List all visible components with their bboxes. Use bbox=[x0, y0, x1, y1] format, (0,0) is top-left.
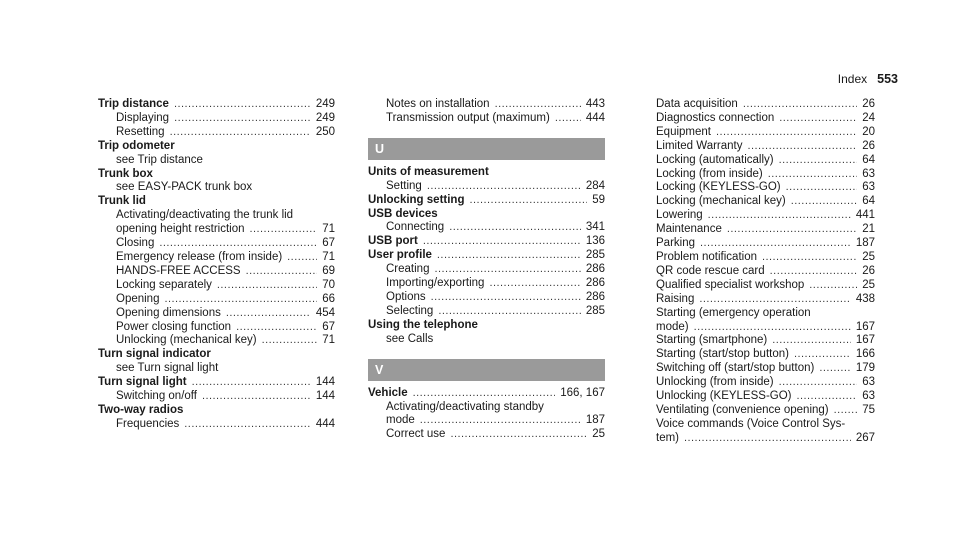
index-entry bbox=[638, 195, 875, 209]
entry-page-ref[interactable]: 179 bbox=[855, 362, 875, 375]
index-subline: see Turn signal light bbox=[116, 362, 219, 375]
entry-label: Frequencies bbox=[116, 417, 180, 430]
entry-label: Diagnostics connection bbox=[656, 111, 775, 124]
dot-leader bbox=[489, 277, 580, 291]
index-subline: Voice commands (Voice Control Sys- bbox=[656, 417, 846, 430]
entry-label: Qualified specialist workshop bbox=[656, 278, 805, 291]
entry-page-ref[interactable]: 71 bbox=[322, 250, 335, 263]
entry-label: Locking (KEYLESS-GO) bbox=[656, 181, 781, 194]
index-entry bbox=[98, 376, 335, 390]
entry-label: opening height restriction bbox=[116, 223, 245, 236]
entry-page-ref[interactable]: 20 bbox=[862, 125, 875, 138]
index-entry bbox=[368, 235, 605, 249]
letter-heading: V bbox=[368, 359, 605, 381]
dot-leader bbox=[434, 263, 580, 277]
index-entry bbox=[98, 334, 335, 348]
entry-label: Power closing function bbox=[116, 320, 232, 333]
dot-leader bbox=[184, 418, 311, 432]
entry-page-ref[interactable]: 26 bbox=[862, 264, 875, 277]
dot-leader bbox=[202, 390, 311, 404]
dot-leader bbox=[779, 112, 857, 126]
entry-label: Raising bbox=[656, 292, 695, 305]
index-entry bbox=[638, 181, 875, 195]
entry-page-ref[interactable]: 63 bbox=[862, 376, 875, 389]
entry-label: Emergency release (from inside) bbox=[116, 250, 283, 263]
entry-label: Connecting bbox=[386, 221, 445, 234]
dot-leader bbox=[438, 305, 581, 319]
entry-page-ref[interactable]: 21 bbox=[862, 223, 875, 236]
index-entry bbox=[98, 390, 335, 404]
index-entry bbox=[638, 98, 875, 112]
entry-label: Opening dimensions bbox=[116, 306, 221, 319]
entry-label: Locking (automatically) bbox=[656, 153, 774, 166]
entry-page-ref[interactable]: 249 bbox=[315, 98, 335, 110]
dot-leader bbox=[449, 221, 581, 235]
entry-page-ref[interactable]: 441 bbox=[855, 209, 875, 222]
entry-label: Equipment bbox=[656, 125, 711, 138]
dot-leader bbox=[727, 223, 857, 237]
index-entry bbox=[638, 404, 875, 418]
entry-label: tem) bbox=[656, 431, 679, 444]
index-entry bbox=[638, 168, 875, 182]
entry-page-ref[interactable]: 136 bbox=[585, 235, 605, 248]
entry-label: Unlocking (from inside) bbox=[656, 376, 774, 389]
dot-leader bbox=[217, 279, 317, 293]
index-entry bbox=[98, 293, 335, 307]
entry-page-ref[interactable]: 67 bbox=[322, 237, 335, 250]
index-entry bbox=[368, 249, 605, 263]
dot-leader bbox=[768, 168, 857, 182]
dot-leader bbox=[427, 180, 581, 194]
entry-page-ref[interactable]: 167 bbox=[855, 320, 875, 333]
entry-label: QR code rescue card bbox=[656, 264, 765, 277]
entry-label: Creating bbox=[386, 263, 430, 276]
entry-page-ref[interactable]: 267 bbox=[855, 431, 875, 444]
entry-page-ref[interactable]: 286 bbox=[585, 290, 605, 303]
entry-label: Resetting bbox=[116, 125, 165, 138]
dot-leader bbox=[262, 334, 318, 348]
entry-label: Switching on/off bbox=[116, 390, 197, 403]
entry-page-ref[interactable]: 444 bbox=[315, 417, 335, 430]
entry-page-ref[interactable]: 66 bbox=[322, 292, 335, 305]
index-entry bbox=[98, 251, 335, 265]
entry-label: Data acquisition bbox=[656, 98, 738, 110]
index-entry bbox=[98, 321, 335, 335]
index-entry bbox=[638, 432, 875, 446]
index-entry bbox=[98, 418, 335, 432]
dot-leader bbox=[797, 390, 858, 404]
index-entry bbox=[368, 387, 605, 401]
entry-page-ref[interactable]: 187 bbox=[855, 237, 875, 250]
index-entry bbox=[638, 293, 875, 307]
dot-leader bbox=[779, 376, 858, 390]
index-heading: Trunk lid bbox=[98, 195, 146, 208]
entry-page-ref[interactable]: 443 bbox=[585, 98, 605, 110]
index-entry bbox=[368, 180, 605, 194]
entry-label: Starting (smartphone) bbox=[656, 334, 768, 347]
dot-leader bbox=[164, 293, 317, 307]
dot-leader bbox=[694, 321, 851, 335]
entry-page-ref[interactable]: 187 bbox=[585, 414, 605, 427]
dot-leader bbox=[743, 98, 857, 112]
entry-label: Trip distance bbox=[98, 98, 169, 110]
index-entry bbox=[638, 362, 875, 376]
dot-leader bbox=[287, 251, 317, 265]
entry-page-ref[interactable]: 63 bbox=[862, 390, 875, 403]
index-subline: see Trip distance bbox=[116, 153, 203, 166]
index-entry bbox=[368, 414, 605, 428]
index-heading: Two-way radios bbox=[98, 403, 184, 416]
index-entry bbox=[638, 265, 875, 279]
entry-label: Unlocking (KEYLESS-GO) bbox=[656, 390, 792, 403]
index-entry bbox=[638, 251, 875, 265]
dot-leader bbox=[791, 195, 857, 209]
entry-page-ref[interactable]: 25 bbox=[862, 278, 875, 291]
index-entry bbox=[368, 277, 605, 291]
dot-leader bbox=[437, 249, 581, 263]
entry-label: Correct use bbox=[386, 428, 446, 441]
entry-page-ref[interactable]: 341 bbox=[585, 221, 605, 234]
index-entry bbox=[368, 291, 605, 305]
index-heading: Trip odometer bbox=[98, 139, 175, 152]
dot-leader bbox=[786, 181, 858, 195]
section-title: Index bbox=[837, 72, 868, 86]
entry-label: Starting (start/stop button) bbox=[656, 348, 789, 361]
dot-leader bbox=[555, 112, 581, 126]
index-subline: Activating/deactivating the trunk lid bbox=[116, 209, 294, 222]
entry-label: Notes on installation bbox=[386, 98, 490, 110]
index-entry bbox=[638, 112, 875, 126]
dot-leader bbox=[700, 237, 851, 251]
entry-page-ref[interactable]: 249 bbox=[315, 111, 335, 124]
index-entry bbox=[638, 126, 875, 140]
entry-label: USB port bbox=[368, 235, 418, 248]
dot-leader bbox=[420, 414, 581, 428]
dot-leader bbox=[423, 235, 581, 249]
entry-label: Closing bbox=[116, 237, 155, 250]
index-heading: USB devices bbox=[368, 207, 438, 220]
entry-page-ref[interactable]: 25 bbox=[592, 428, 605, 441]
index-heading: Turn signal indicator bbox=[98, 348, 211, 361]
entry-label: Unlocking (mechanical key) bbox=[116, 334, 257, 347]
dot-leader bbox=[794, 348, 851, 362]
page-number: 553 bbox=[877, 72, 898, 86]
dot-leader bbox=[159, 237, 317, 251]
entry-page-ref[interactable]: 438 bbox=[855, 292, 875, 305]
index-entry bbox=[638, 348, 875, 362]
index-entry bbox=[368, 428, 605, 442]
index-subline: Activating/deactivating standby bbox=[386, 400, 544, 413]
index-entry bbox=[638, 376, 875, 390]
entry-page-ref[interactable]: 71 bbox=[322, 223, 335, 236]
index-entry bbox=[368, 112, 605, 126]
dot-leader bbox=[170, 126, 311, 140]
index-entry bbox=[98, 126, 335, 140]
entry-label: Problem notification bbox=[656, 250, 757, 263]
index-entry bbox=[368, 305, 605, 319]
dot-leader bbox=[716, 126, 857, 140]
index-heading: Using the telephone bbox=[368, 318, 478, 331]
entry-label: HANDS-FREE ACCESS bbox=[116, 264, 241, 277]
dot-leader bbox=[431, 291, 581, 305]
index-entry bbox=[98, 237, 335, 251]
entry-page-ref[interactable]: 250 bbox=[315, 125, 335, 138]
index-entry bbox=[98, 279, 335, 293]
letter-heading: U bbox=[368, 138, 605, 160]
dot-leader bbox=[772, 334, 851, 348]
entry-label: mode) bbox=[656, 320, 689, 333]
index-entry bbox=[638, 334, 875, 348]
entry-page-ref[interactable]: 75 bbox=[862, 403, 875, 416]
entry-label: Selecting bbox=[386, 304, 434, 317]
entry-label: Displaying bbox=[116, 111, 170, 124]
entry-label: Ventilating (convenience opening) bbox=[656, 403, 829, 416]
entry-page-ref[interactable]: 63 bbox=[862, 167, 875, 180]
dot-leader bbox=[809, 279, 857, 293]
entry-page-ref[interactable]: 63 bbox=[862, 181, 875, 194]
dot-leader bbox=[708, 209, 851, 223]
entry-page-ref[interactable]: 167 bbox=[855, 334, 875, 347]
dot-leader bbox=[779, 154, 858, 168]
index-entry bbox=[638, 209, 875, 223]
entry-label: Locking (from inside) bbox=[656, 167, 763, 180]
index-entry bbox=[98, 307, 335, 321]
entry-label: Locking (mechanical key) bbox=[656, 195, 786, 208]
dot-leader bbox=[748, 140, 858, 154]
dot-leader bbox=[226, 307, 311, 321]
index-entry bbox=[98, 265, 335, 279]
dot-leader bbox=[819, 362, 851, 376]
entry-page-ref[interactable]: 59 bbox=[592, 193, 605, 206]
dot-leader bbox=[834, 404, 858, 418]
dot-leader bbox=[762, 251, 857, 265]
entry-label: Vehicle bbox=[368, 386, 408, 399]
entry-page-ref[interactable]: 24 bbox=[862, 111, 875, 124]
dot-leader bbox=[450, 428, 587, 442]
index-heading: Trunk box bbox=[98, 167, 153, 180]
dot-leader bbox=[236, 321, 317, 335]
index-entry bbox=[638, 223, 875, 237]
index-subline: see EASY-PACK trunk box bbox=[116, 181, 253, 194]
entry-page-ref[interactable]: 286 bbox=[585, 263, 605, 276]
entry-page-ref[interactable]: 144 bbox=[315, 376, 335, 389]
index-entry bbox=[638, 140, 875, 154]
entry-label: Turn signal light bbox=[98, 376, 187, 389]
entry-page-ref[interactable]: 71 bbox=[322, 334, 335, 347]
entry-label: Transmission output (maximum) bbox=[386, 111, 550, 124]
entry-label: Limited Warranty bbox=[656, 139, 743, 152]
index-entry bbox=[368, 263, 605, 277]
index-heading: Units of measurement bbox=[368, 165, 489, 178]
entry-page-ref[interactable]: 444 bbox=[585, 111, 605, 124]
index-entry bbox=[638, 390, 875, 404]
entry-page-ref[interactable]: 285 bbox=[585, 304, 605, 317]
entry-page-ref[interactable]: 144 bbox=[315, 390, 335, 403]
entry-label: User profile bbox=[368, 249, 432, 262]
index-entry bbox=[368, 98, 605, 112]
entry-label: Opening bbox=[116, 292, 160, 305]
index-subline: see Calls bbox=[386, 332, 434, 345]
dot-leader bbox=[250, 223, 318, 237]
entry-page-ref[interactable]: 284 bbox=[585, 179, 605, 192]
entry-page-ref[interactable]: 166, 167 bbox=[560, 386, 605, 399]
dot-leader bbox=[770, 265, 858, 279]
index-subline: Starting (emergency operation bbox=[656, 306, 811, 319]
entry-label: Parking bbox=[656, 237, 695, 250]
dot-leader bbox=[413, 387, 556, 401]
entry-page-ref[interactable]: 67 bbox=[322, 320, 335, 333]
entry-label: Locking separately bbox=[116, 278, 212, 291]
dot-leader bbox=[246, 265, 318, 279]
dot-leader bbox=[495, 98, 581, 112]
index-column-2 bbox=[368, 98, 605, 442]
index-column-3 bbox=[638, 98, 875, 446]
index-entry bbox=[638, 321, 875, 335]
entry-page-ref[interactable]: 454 bbox=[315, 306, 335, 319]
entry-page-ref[interactable]: 70 bbox=[322, 278, 335, 291]
dot-leader bbox=[174, 112, 311, 126]
entry-page-ref[interactable]: 166 bbox=[855, 348, 875, 361]
entry-page-ref[interactable]: 64 bbox=[862, 195, 875, 208]
dot-leader bbox=[192, 376, 311, 390]
dot-leader bbox=[684, 432, 851, 446]
entry-page-ref[interactable]: 69 bbox=[322, 264, 335, 277]
page-header bbox=[838, 72, 898, 86]
dot-leader bbox=[699, 293, 850, 307]
index-entry bbox=[98, 112, 335, 126]
entry-page-ref[interactable]: 25 bbox=[862, 250, 875, 263]
entry-page-ref[interactable]: 26 bbox=[862, 98, 875, 110]
entry-label: Lowering bbox=[656, 209, 703, 222]
index-entry bbox=[368, 221, 605, 235]
index-entry bbox=[638, 237, 875, 251]
entry-label: mode bbox=[386, 414, 415, 427]
dot-leader bbox=[174, 98, 311, 112]
entry-label: Options bbox=[386, 290, 426, 303]
entry-label: Maintenance bbox=[656, 223, 722, 236]
entry-page-ref[interactable]: 285 bbox=[585, 249, 605, 262]
index-entry bbox=[98, 223, 335, 237]
entry-label: Unlocking setting bbox=[368, 193, 465, 206]
entry-label: Importing/exporting bbox=[386, 277, 485, 290]
entry-page-ref[interactable]: 286 bbox=[585, 277, 605, 290]
index-column-1 bbox=[98, 98, 335, 432]
dot-leader bbox=[469, 194, 587, 208]
entry-label: Switching off (start/stop button) bbox=[656, 362, 815, 375]
index-entry bbox=[98, 98, 335, 112]
index-entry bbox=[638, 279, 875, 293]
index-entry bbox=[368, 194, 605, 208]
index-entry bbox=[638, 154, 875, 168]
entry-page-ref[interactable]: 26 bbox=[862, 139, 875, 152]
entry-label: Setting bbox=[386, 179, 422, 192]
entry-page-ref[interactable]: 64 bbox=[862, 153, 875, 166]
